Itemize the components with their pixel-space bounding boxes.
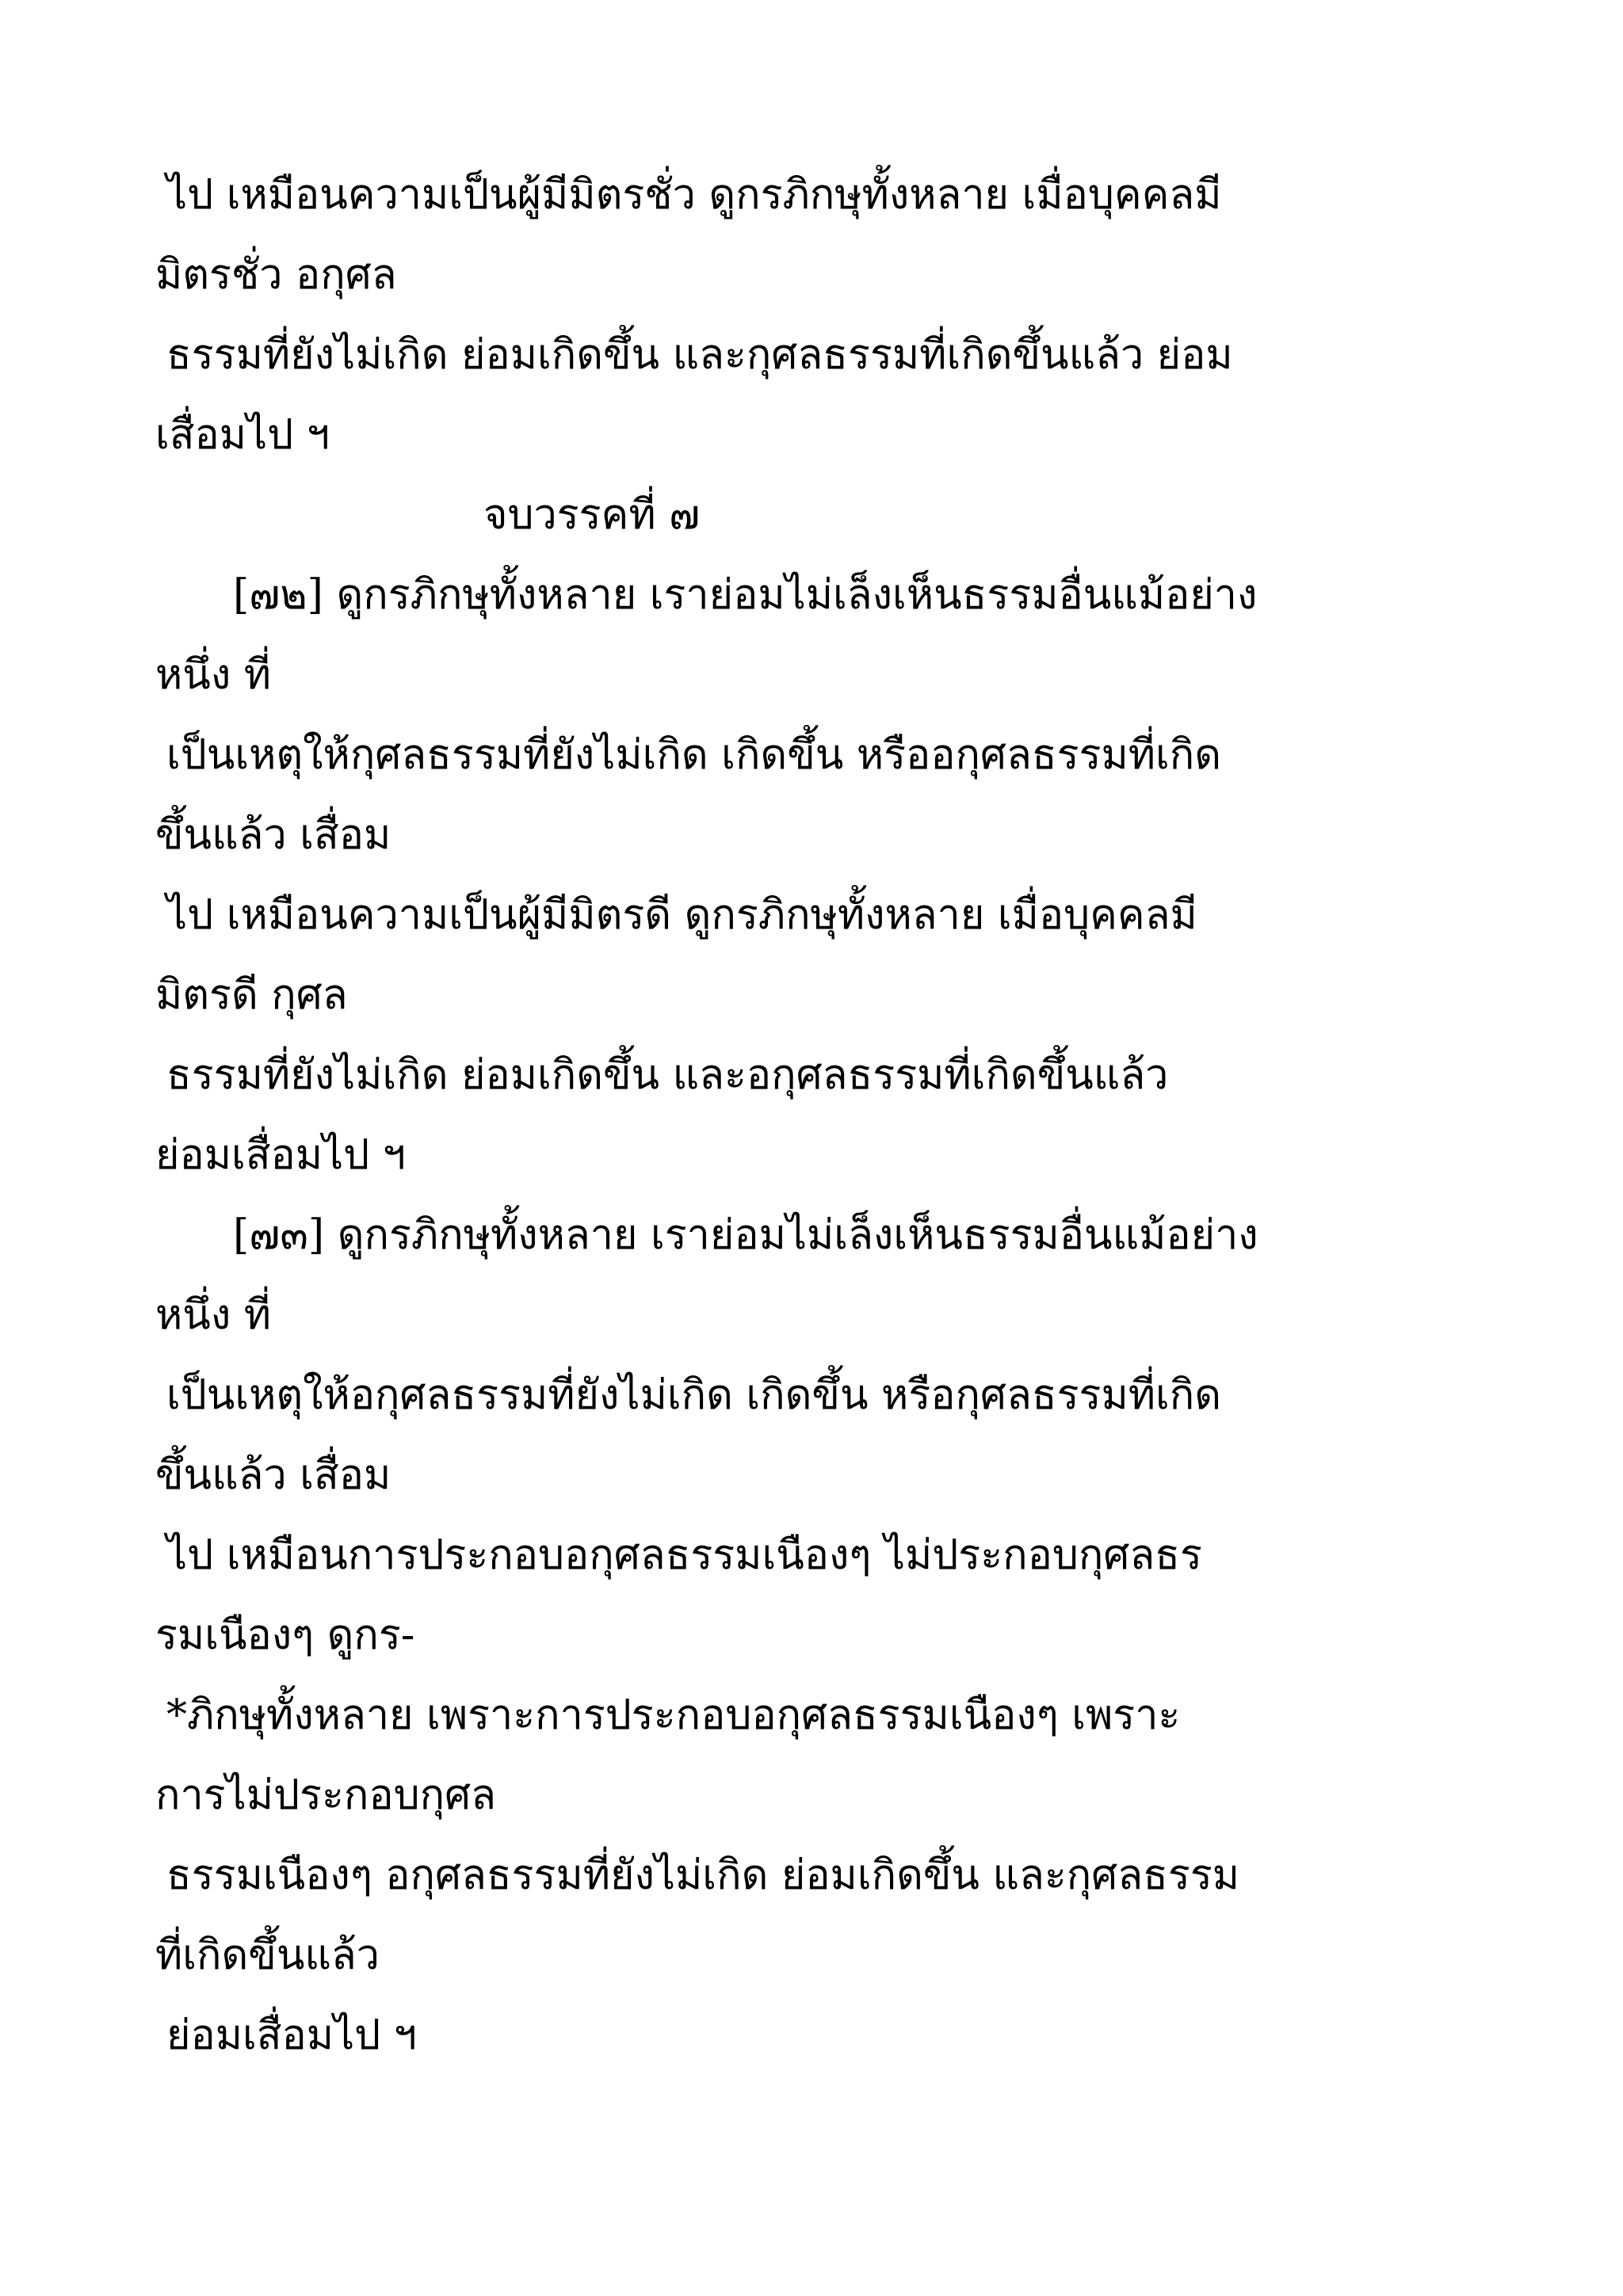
text-line: ธรรมที่ยังไม่เกิด ย่อมเกิดขึ้น และอกุศลธรรมที่เกิดขึ้นแล้ว [166, 1051, 1169, 1099]
text-line: ไป เหมือนความเป็นผู้มีมิตรชั่ว ดูกรภิกษุทั้งหลาย เมื่อบุคคลมี [166, 171, 1222, 219]
text-line: ย่อมเสื่อมไป ฯ [166, 2012, 417, 2059]
text-line: รมเนืองๆ ดูกร- [155, 1611, 415, 1659]
text-line: ที่เกิดขึ้นแล้ว [155, 1932, 380, 1979]
text-line: ไป เหมือนความเป็นผู้มีมิตรดี ดูกรภิกษุทั้งหลาย เมื่อบุคคลมี [166, 891, 1197, 939]
text-line: เป็นเหตุให้กุศลธรรมที่ยังไม่เกิด เกิดขึ้น หรืออกุศลธรรมที่เกิด [166, 731, 1222, 779]
text-line: มิตรชั่ว อกุศล [155, 251, 397, 299]
paragraph-start-72: [๗๒] ดูกรภิกษุทั้งหลาย เราย่อมไม่เล็งเห็นธรรมอื่นแม้อย่าง [233, 571, 1258, 619]
text-line: ไป เหมือนการประกอบอกุศลธรรมเนืองๆ ไม่ประกอบกุศลธร [166, 1531, 1202, 1579]
document-body [155, 155, 1487, 2076]
text-line: ขึ้นแล้ว เสื่อม [155, 811, 391, 859]
text-line: หนึ่ง ที่ [155, 1291, 272, 1339]
text-line: *ภิกษุทั้งหลาย เพราะการประกอบอกุศลธรรมเนืองๆ เพราะ [166, 1691, 1181, 1739]
text-line: ธรรมที่ยังไม่เกิด ย่อมเกิดขึ้น และกุศลธรรมที่เกิดขึ้นแล้ว ย่อม [166, 331, 1233, 379]
text-line: การไม่ประกอบกุศล [155, 1772, 496, 1819]
paragraph-start-73: [๗๓] ดูกรภิกษุทั้งหลาย เราย่อมไม่เล็งเห็นธรรมอื่นแม้อย่าง [233, 1211, 1258, 1259]
text-line: ขึ้นแล้ว เสื่อม [155, 1451, 391, 1499]
text-line: เป็นเหตุให้อกุศลธรรมที่ยังไม่เกิด เกิดขึ้น หรือกุศลธรรมที่เกิด [166, 1371, 1222, 1419]
text-line: ย่อมเสื่อมไป ฯ [155, 1131, 406, 1179]
text-line: ธรรมเนืองๆ อกุศลธรรมที่ยังไม่เกิด ย่อมเกิดขึ้น และกุศลธรรม [166, 1852, 1240, 1899]
text-line: หนึ่ง ที่ [155, 651, 272, 699]
chapter-end-heading: จบวรรคที่ ๗ [483, 491, 701, 539]
text-line: เสื่อมไป ฯ [155, 411, 330, 459]
text-line: มิตรดี กุศล [155, 971, 348, 1019]
